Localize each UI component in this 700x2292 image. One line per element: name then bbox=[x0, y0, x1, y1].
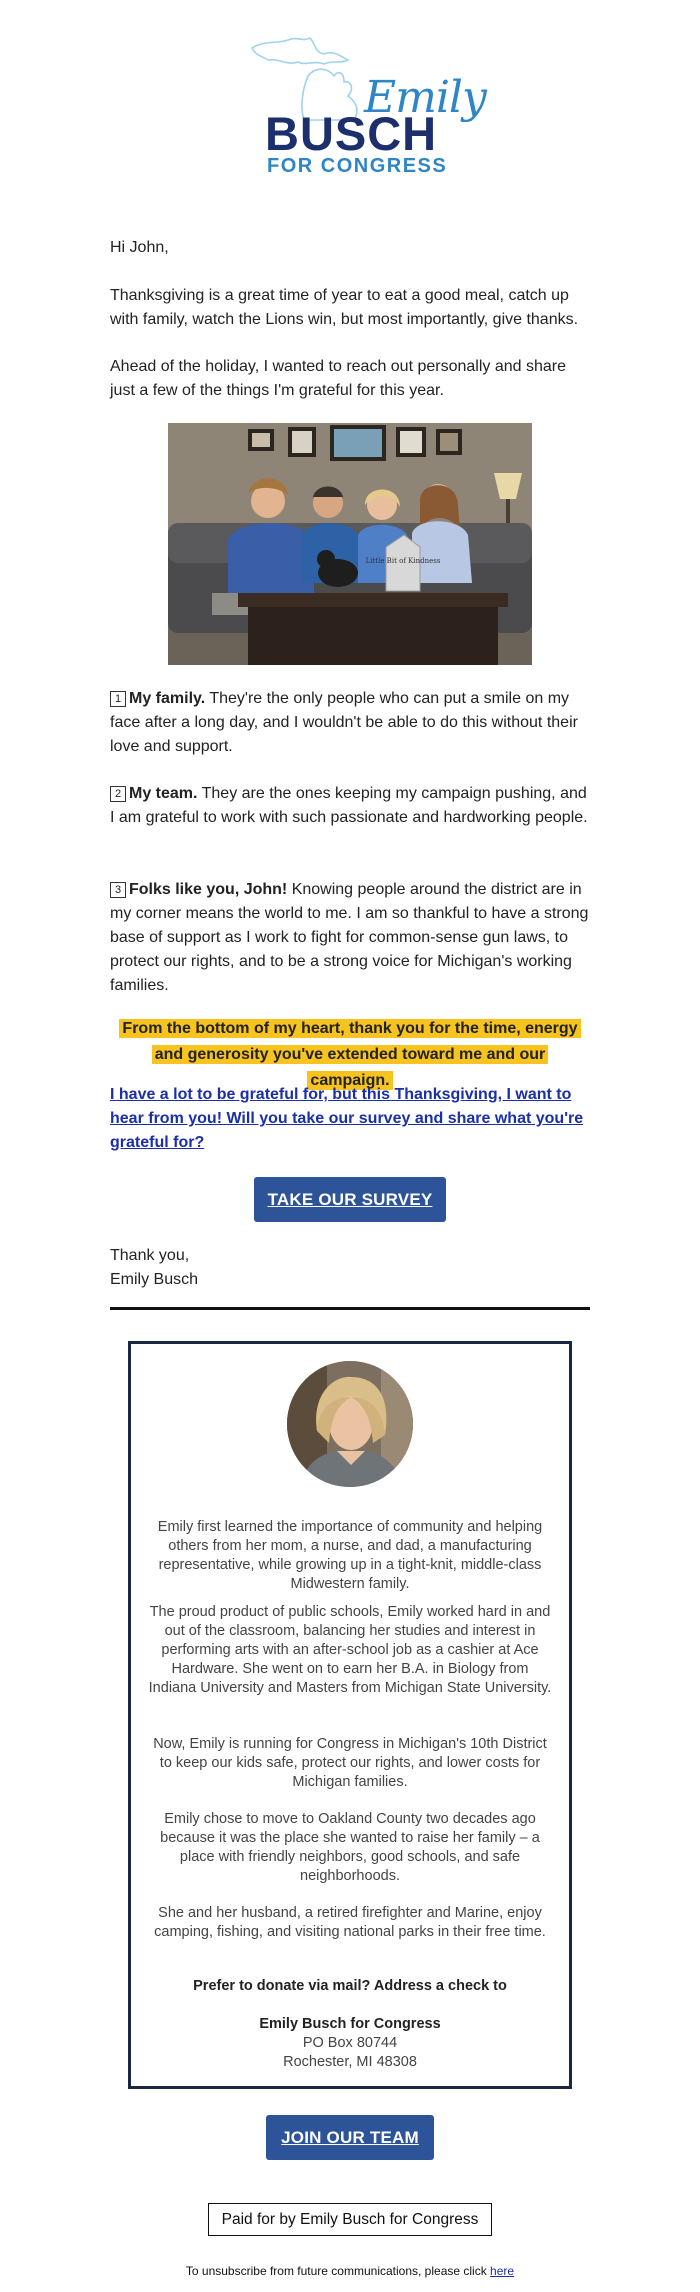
unsubscribe-line bbox=[0, 2264, 700, 2278]
family-photo bbox=[168, 423, 532, 665]
closing: Thank you, bbox=[110, 1247, 190, 1264]
grateful-item-text: They're the only people who can put a smile on my face after a long day, and I wouldn't be able to do this without their love and support. bbox=[110, 690, 578, 755]
section-divider bbox=[110, 1307, 590, 1310]
grateful-item-text: They are the ones keeping my campaign pushing, and I am grateful to work with such passionate and hardworking people. bbox=[110, 785, 588, 826]
number-3-icon: 3 bbox=[110, 882, 126, 898]
number-1-icon: 1 bbox=[110, 691, 126, 707]
bio-paragraph: Emily chose to move to Oakland County two decades ago because it was the place she wanted to raise her family – a place with friendly neighbors, good schools, and safe neighborhoods. bbox=[160, 1811, 540, 1884]
signature: Emily Busch bbox=[110, 1271, 199, 1288]
bio-paragraph: Now, Emily is running for Congress in Michigan's 10th District to keep our kids safe, protect our rights, and lower costs for Michigan families. bbox=[153, 1736, 547, 1790]
grateful-item-text: Knowing people around the district are in my corner means the world to me. I am so thankful to have a strong base of support as I work to fight for common-sense gun laws, to protect our rights, and to be a strong voice for Michigan's working families. bbox=[110, 881, 589, 994]
grateful-item-family bbox=[110, 687, 590, 759]
paid-for-disclaimer: Paid for by Emily Busch for Congress bbox=[208, 2203, 492, 2236]
award-text: Little Bit of Kindness bbox=[365, 557, 441, 565]
logo-tagline: FOR CONGRESS bbox=[267, 155, 448, 177]
greeting: Hi John, bbox=[110, 239, 169, 256]
highlight-text: From the bottom of my heart, thank you for the time, energy and generosity you've extended toward me and our campaign. bbox=[119, 1019, 580, 1090]
intro-paragraph-2: Ahead of the holiday, I wanted to reach out personally and share just a few of the things I'm grateful for this year. bbox=[110, 358, 567, 399]
mail-address-line-1: PO Box 80744 bbox=[302, 2035, 398, 2051]
join-team-button[interactable]: JOIN OUR TEAM bbox=[266, 2115, 434, 2160]
grateful-item-heading: Folks like you, John! bbox=[129, 881, 288, 898]
logo-last-name: BUSCH bbox=[265, 107, 438, 160]
grateful-item-supporters bbox=[110, 878, 590, 998]
grateful-item-team bbox=[110, 782, 590, 830]
logo-first-name: Emily bbox=[364, 72, 486, 123]
campaign-logo bbox=[244, 30, 486, 180]
mail-address-line-2: Rochester, MI 48308 bbox=[283, 2054, 417, 2070]
candidate-avatar bbox=[287, 1361, 413, 1487]
mail-donation-prompt: Prefer to donate via mail? Address a check to bbox=[193, 1978, 507, 1994]
bio-paragraph: Emily first learned the importance of community and helping others from her mom, a nurse, and dad, a manufacturing representative, while growing up in a tight-knit, middle-class Midwestern family. bbox=[157, 1519, 543, 1592]
unsubscribe-link[interactable]: here bbox=[490, 2264, 515, 2278]
take-survey-button[interactable]: TAKE OUR SURVEY bbox=[254, 1177, 446, 1222]
bio-paragraph: The proud product of public schools, Emily worked hard in and out of the classroom, balancing her studies and interest in performing arts with an after-school job as a cashier at Ace Hardware. She went on to earn her B.A. in Biology from Indiana University and Masters from Michigan State University. bbox=[148, 1604, 552, 1696]
number-2-icon: 2 bbox=[110, 786, 126, 802]
unsubscribe-text: To unsubscribe from future communications, please click bbox=[185, 2264, 491, 2278]
bio-paragraph: She and her husband, a retired firefighter and Marine, enjoy camping, fishing, and visiting national parks in their free time. bbox=[154, 1905, 546, 1940]
mail-recipient-name: Emily Busch for Congress bbox=[259, 2016, 441, 2032]
grateful-item-heading: My family. bbox=[129, 690, 206, 707]
intro-paragraph-1: Thanksgiving is a great time of year to eat a good meal, catch up with family, watch the Lions win, but most importantly, give thanks. bbox=[110, 287, 579, 328]
grateful-item-heading: My team. bbox=[129, 785, 198, 802]
survey-link[interactable]: I have a lot to be grateful for, but this Thanksgiving, I want to hear from you! Will you take our survey and share what you're grateful for? bbox=[110, 1086, 584, 1151]
